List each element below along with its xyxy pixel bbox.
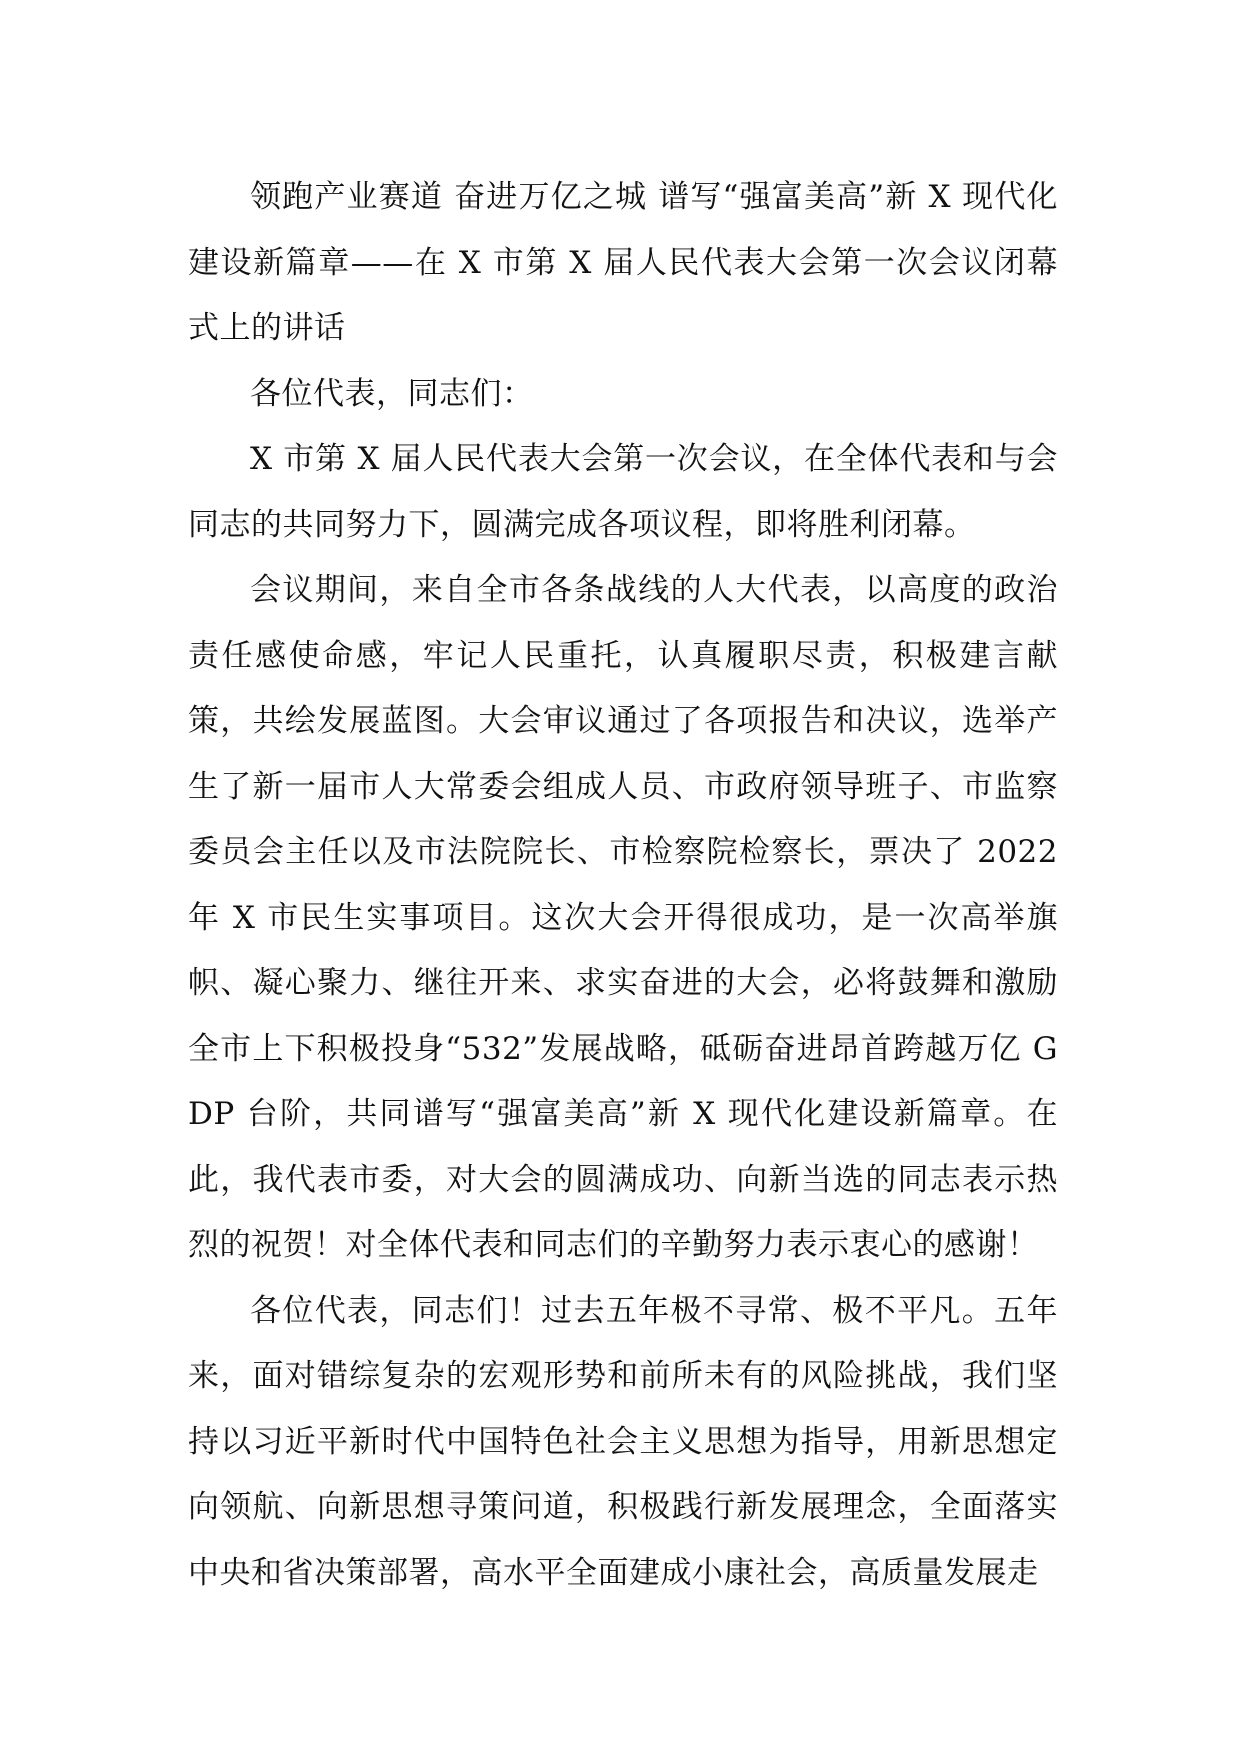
salutation-paragraph: 各位代表，同志们： (250, 375, 534, 412)
document-body (188, 165, 1058, 1606)
body-paragraph: 各位代表，同志们！过去五年极不寻常、极不平凡。五年来，面对错综复杂的宏观形势和前所未有的风险挑战，我们坚持以习近平新时代中国特色社会主义思想为指导，用新思想定向领航、向新思想寻策问道，积极践行新发展理念，全面落实中央和省决策部署，高水平全面建成小康社会，高质量发展走 (188, 1292, 1058, 1591)
body-paragraph: X 市第 X 届人民代表大会第一次会议，在全体代表和与会同志的共同努力下，圆满完成各项议程，即将胜利闭幕。 (188, 441, 1058, 543)
body-paragraph: 会议期间，来自全市各条战线的人大代表，以高度的政治责任感使命感，牢记人民重托，认真履职尽责，积极建言献策，共绘发展蓝图。大会审议通过了各项报告和决议，选举产生了新一届市人大常委会组成人员、市政府领导班子、市监察委员会主任以及市法院院长、市检察院检察长，票决了 2022 年 X 市民生实事项目。这次大会开得很成功，是一次高举旗帜、凝心聚力、继往开来、求实奋进的大会，必将鼓舞和激励全市上下积极投身“532”发展战略，砥砺奋进昂首跨越万亿 GDP 台阶，共同谱写“强富美高”新 X 现代化建设新篇章。在此，我代表市委，对大会的圆满成功、向新当选的同志表示热烈的祝贺！对全体代表和同志们的辛勤努力表示衷心的感谢！ (188, 572, 1058, 1263)
document-title: 领跑产业赛道 奋进万亿之城 谱写“强富美高”新 X 现代化建设新篇章——在 X 市第 X 届人民代表大会第一次会议闭幕式上的讲话 (188, 179, 1058, 346)
